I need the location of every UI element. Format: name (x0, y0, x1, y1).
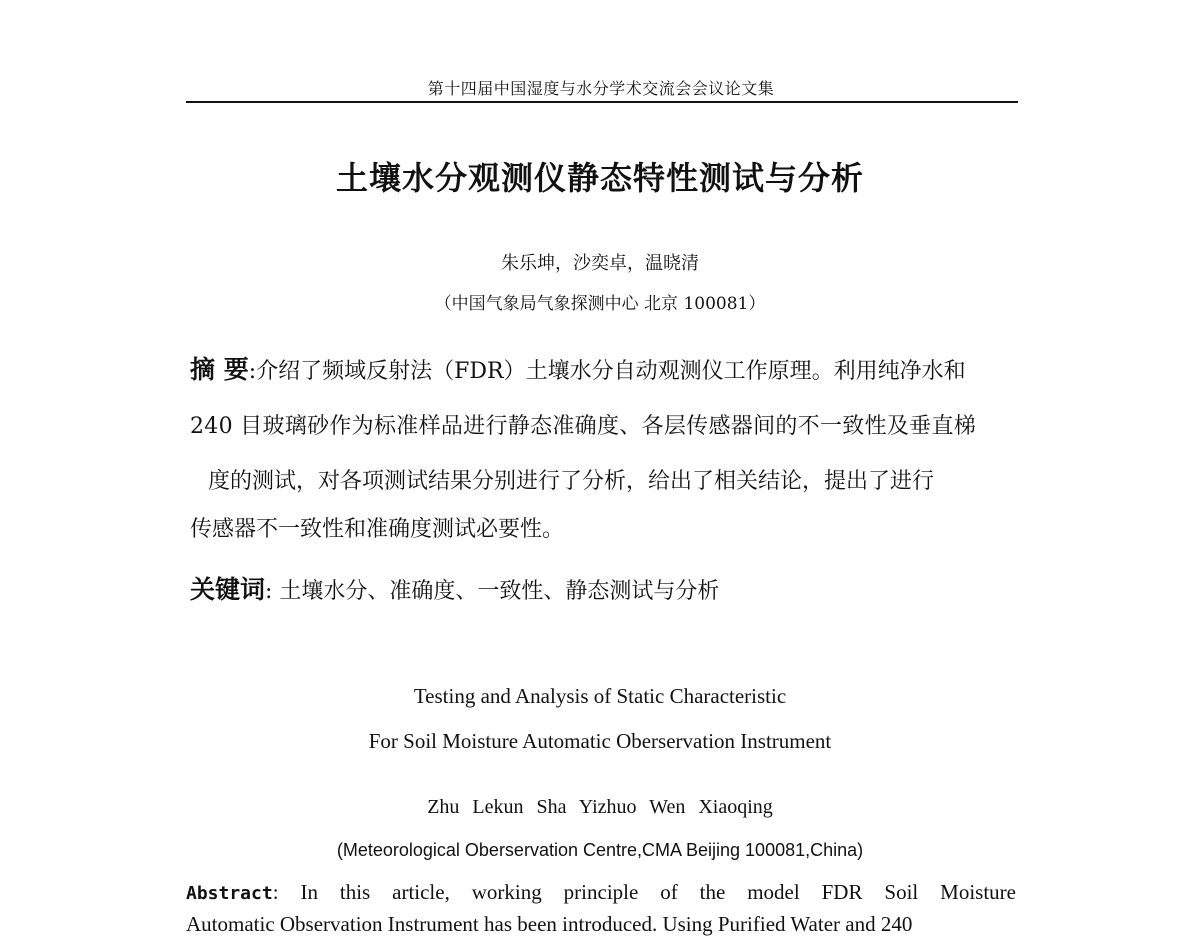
paper-title-cn: 土壤水分观测仪静态特性测试与分析 (335, 159, 864, 197)
abstract-cn-line: 传感器不一致性和准确度测试必要性。 (190, 517, 565, 542)
header-rule (186, 101, 1018, 103)
paper-title-en-line: Testing and Analysis of Static Characteristic (413, 684, 787, 708)
running-header: 第十四届中国湿度与水分学术交流会会议论文集 (427, 79, 775, 98)
abstract-en-line (186, 880, 1016, 905)
keywords-cn-text: : 土壤水分、准确度、一致性、静态测试与分析 (265, 579, 720, 604)
abstract-cn-line (190, 350, 966, 386)
abstract-en-text: : In this article, working principle of the model FDR Soil Moisture (272, 880, 1016, 904)
abstract-en-label: Abstract (186, 883, 273, 904)
authors-cn: 朱乐坤，沙奕卓，温晓清 (501, 253, 699, 274)
affiliation-en: (Meteorological Oberservation Centre,CMA Beijing 100081,China) (336, 840, 864, 860)
keywords-cn (190, 570, 719, 606)
authors-en: Zhu Lekun Sha Yizhuo Wen Xiaoqing (427, 796, 773, 818)
affiliation-cn: （中国气象局气象探测中心 北京 100081） (434, 294, 766, 314)
abstract-cn-text: :介绍了频域反射法（FDR）土壤水分自动观测仪工作原理。利用纯净水和 (248, 359, 966, 384)
keywords-cn-label: 关键词 (190, 575, 266, 604)
abstract-en-line: Automatic Observation Instrument has been introduced. Using Purified Water and 240 (186, 912, 913, 936)
paper-title-en-line: For Soil Moisture Automatic Oberservation Instrument (368, 729, 832, 753)
abstract-cn-label: 摘 要 (190, 355, 249, 384)
abstract-cn-line: 度的测试，对各项测试结果分别进行了分析，给出了相关结论，提出了进行 (208, 469, 935, 494)
abstract-cn-line: 240 目玻璃砂作为标准样品进行静态准确度、各层传感器间的不一致性及垂直梯 (190, 414, 977, 439)
